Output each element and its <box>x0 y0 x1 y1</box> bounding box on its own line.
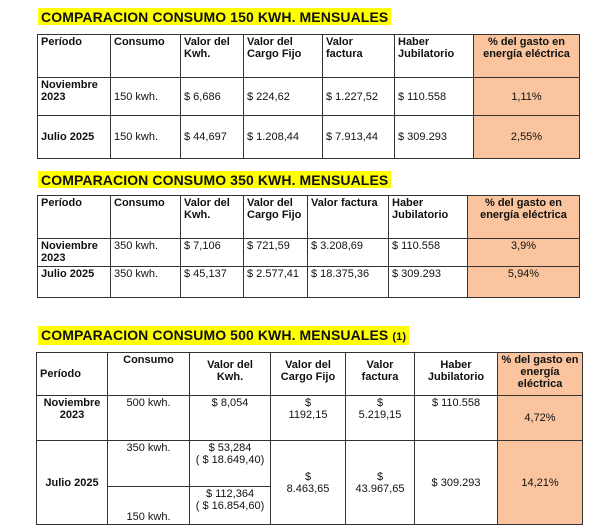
table3-title-note: (1) <box>392 331 407 343</box>
valor-kwh-subtotal: ( $ 16.854,60) <box>195 500 265 512</box>
header-cargo-fijo: Valor del Cargo Fijo <box>271 353 346 396</box>
cell-valor-kwh: $ 7,106 <box>181 239 244 267</box>
cargo-fijo-sign: $ <box>304 470 312 483</box>
cell-valor-factura: $ 3.208,69 <box>308 239 389 267</box>
header-periodo: Período <box>38 196 111 239</box>
cell-valor-factura: $ 18.375,36 <box>308 267 389 298</box>
cell-pct: 3,9% <box>468 239 580 267</box>
cell-valor-kwh: $ 8,054 <box>190 396 271 441</box>
cell-cargo-fijo <box>271 396 346 441</box>
cell-consumo: 350 kwh. <box>108 441 190 487</box>
table2-title-text: COMPARACION CONSUMO 350 KWH. MENSUALES <box>41 172 389 188</box>
header-cargo-fijo: Valor del Cargo Fijo <box>244 196 308 239</box>
cell-consumo: 150 kwh. <box>111 116 181 159</box>
cell-pct: 2,55% <box>474 116 580 159</box>
cell-valor-factura: $ 7.913,44 <box>323 116 395 159</box>
table2-header-row <box>38 196 580 239</box>
cell-haber: $ 309.293 <box>415 441 498 525</box>
cell-consumo: 350 kwh. <box>111 267 181 298</box>
cell-periodo: Julio 2025 <box>38 267 111 298</box>
cell-pct: 4,72% <box>498 396 583 441</box>
valor-kwh-subtotal: ( $ 18.649,40) <box>195 454 265 466</box>
table1 <box>37 34 580 159</box>
cell-valor-factura <box>346 396 415 441</box>
table-row <box>38 78 580 116</box>
cargo-fijo-value: 8.463,65 <box>286 482 330 495</box>
header-haber: Haber Jubilatorio <box>395 35 474 78</box>
table2 <box>37 195 580 298</box>
cell-consumo: 500 kwh. <box>108 396 190 441</box>
header-consumo: Consumo <box>111 35 181 78</box>
cell-periodo: Julio 2025 <box>37 441 108 525</box>
valor-kwh-value: $ 53,284 <box>208 442 252 454</box>
cell-consumo: 150 kwh. <box>111 78 181 116</box>
factura-sign: $ <box>376 397 384 409</box>
header-pct: % del gasto en energía eléctrica <box>498 353 583 396</box>
table2-title <box>38 171 391 188</box>
header-consumo: Consumo <box>111 196 181 239</box>
table3-header-row <box>37 353 583 396</box>
cell-haber: $ 110.558 <box>415 396 498 441</box>
table-row <box>38 267 580 298</box>
cell-consumo: 150 kwh. <box>108 487 190 525</box>
header-pct: % del gasto en energía eléctrica <box>474 35 580 78</box>
cell-pct: 5,94% <box>468 267 580 298</box>
valor-kwh-value: $ 112,364 <box>205 488 255 500</box>
header-valor-factura: Valor factura <box>346 353 415 396</box>
cell-cargo-fijo: $ 2.577,41 <box>244 267 308 298</box>
table-row <box>37 396 583 441</box>
cargo-fijo-sign: $ <box>304 397 312 409</box>
cell-haber: $ 309.293 <box>395 116 474 159</box>
cell-haber: $ 110.558 <box>395 78 474 116</box>
header-periodo: Período <box>38 35 111 78</box>
cell-cargo-fijo: $ 224,62 <box>244 78 323 116</box>
cell-valor-factura: $ 1.227,52 <box>323 78 395 116</box>
cell-valor-kwh: $ 45,137 <box>181 267 244 298</box>
table1-title <box>38 8 391 25</box>
table3-title <box>38 326 409 345</box>
header-cargo-fijo: Valor del Cargo Fijo <box>244 35 323 78</box>
cell-pct: 1,11% <box>474 78 580 116</box>
cell-haber: $ 309.293 <box>389 267 468 298</box>
header-valor-factura: Valor factura <box>308 196 389 239</box>
cell-pct: 14,21% <box>498 441 583 525</box>
cell-periodo: Noviembre 2023 <box>38 78 111 116</box>
header-valor-kwh: Valor del Kwh. <box>181 35 244 78</box>
table3 <box>36 352 583 525</box>
cell-cargo-fijo <box>271 441 346 525</box>
cell-valor-kwh <box>190 487 271 525</box>
cargo-fijo-value: 1192,15 <box>288 409 328 421</box>
table3-title-text: COMPARACION CONSUMO 500 KWH. MENSUALES <box>41 327 389 343</box>
header-pct: % del gasto en energía eléctrica <box>468 196 580 239</box>
header-valor-kwh: Valor del Kwh. <box>181 196 244 239</box>
cell-valor-factura <box>346 441 415 525</box>
table1-title-text: COMPARACION CONSUMO 150 KWH. MENSUALES <box>41 9 389 25</box>
header-consumo: Consumo <box>108 353 190 396</box>
cell-haber: $ 110.558 <box>389 239 468 267</box>
header-haber: Haber Jubilatorio <box>389 196 468 239</box>
table-row <box>38 116 580 159</box>
table-row <box>37 441 583 487</box>
cell-valor-kwh <box>190 441 271 487</box>
cell-periodo: Noviembre 2023 <box>38 239 111 267</box>
cell-cargo-fijo: $ 721,59 <box>244 239 308 267</box>
table-row <box>38 239 580 267</box>
cell-periodo: Julio 2025 <box>38 116 111 159</box>
header-valor-factura: Valor factura <box>323 35 395 78</box>
cell-consumo: 350 kwh. <box>111 239 181 267</box>
cell-cargo-fijo: $ 1.208,44 <box>244 116 323 159</box>
cell-periodo: Noviembre 2023 <box>37 396 108 441</box>
factura-value: 5.219,15 <box>358 409 402 421</box>
header-valor-kwh: Valor del Kwh. <box>190 353 271 396</box>
cell-valor-kwh: $ 44,697 <box>181 116 244 159</box>
header-periodo: Período <box>37 353 108 396</box>
table1-header-row <box>38 35 580 78</box>
factura-value: 43.967,65 <box>355 482 405 495</box>
cell-valor-kwh: $ 6,686 <box>181 78 244 116</box>
factura-sign: $ <box>376 470 384 483</box>
header-haber: Haber Jubilatorio <box>415 353 498 396</box>
